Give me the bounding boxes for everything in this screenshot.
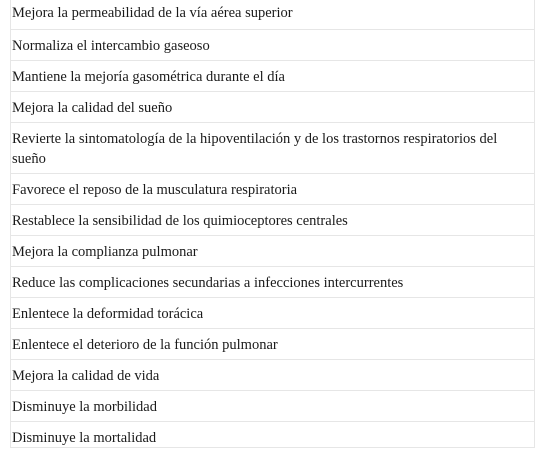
list-item: Enlentece la deformidad torácica — [11, 297, 534, 328]
list-item: Mejora la permeabilidad de la vía aérea superior — [12, 5, 293, 21]
list-item: Mejora la complianza pulmonar — [11, 235, 534, 266]
list-item: Enlentece el deterioro de la función pulmonar — [11, 328, 534, 359]
list-item: Normaliza el intercambio gaseoso — [11, 29, 534, 60]
list-item: Disminuye la morbilidad — [11, 390, 534, 421]
benefits-list — [10, 0, 535, 448]
list-item: Mejora la calidad del sueño — [11, 91, 534, 122]
list-item: Revierte la sintomatología de la hipoventilación y de los trastornos respiratorios del sueño — [11, 122, 534, 173]
list-item: Disminuye la mortalidad — [11, 421, 534, 447]
list-item: Restablece la sensibilidad de los quimioceptores centrales — [11, 204, 534, 235]
list-item: Reduce las complicaciones secundarias a infecciones intercurrentes — [11, 266, 534, 297]
list-item: Mejora la calidad de vida — [11, 359, 534, 390]
list-item: Mantiene la mejoría gasométrica durante el día — [11, 60, 534, 91]
list-item: Favorece el reposo de la musculatura respiratoria — [11, 173, 534, 204]
